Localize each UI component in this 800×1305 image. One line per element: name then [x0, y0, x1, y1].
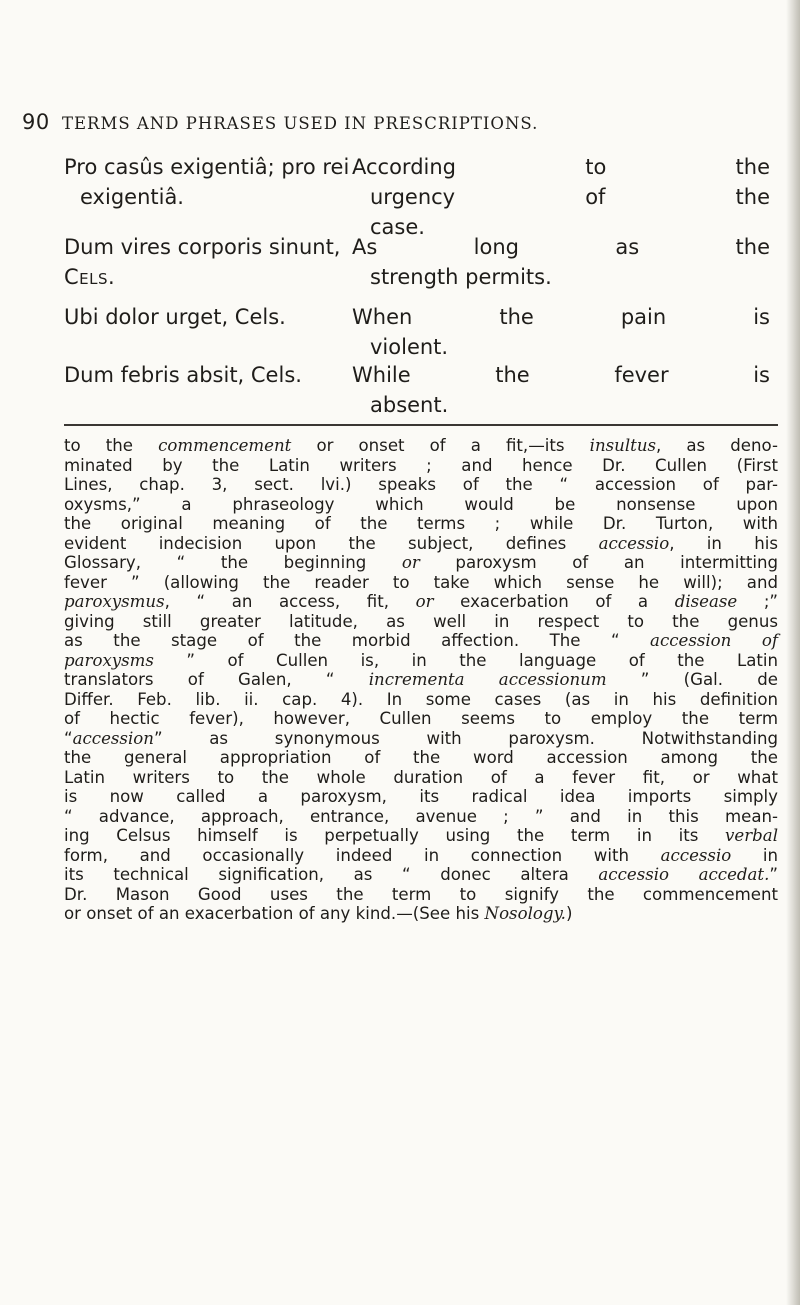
footnote-line: Glossary, “ the beginning or paroxysm of an intermitting [64, 553, 778, 572]
footnote-line: giving still greater latitude, as well in respect to the genus [64, 611, 778, 631]
footnote-line: Differ. Feb. lib. ii. cap. 4). In some cases (as in his definition [64, 689, 778, 709]
english-translation [352, 360, 770, 420]
footnote-line: evident indecision upon the subject, defines accessio, in his [64, 533, 778, 553]
footnote-line: as the stage of the morbid affection. The “ accession of [64, 631, 778, 650]
footnote-line: is now called a paroxysm, its radical idea imports simply [64, 787, 778, 806]
english-translation [352, 302, 770, 362]
footnote-line: paroxysmus, “ an access, fit, or exacerbation of a disease ;” [64, 592, 779, 611]
translation-line: When the pain is [352, 305, 770, 329]
page-edge-shadow [786, 0, 800, 1305]
latin-line: Dum febris absit, Cels. [64, 363, 302, 387]
page-number: 90 [22, 110, 50, 134]
latin-line: Ubi dolor urget, Cels. [64, 305, 286, 329]
footnote-line: Lines, chap. 3, sect. lvi.) speaks of the “ accession of par- [64, 475, 778, 494]
footnote-line: oxysms,” a phraseology which would be nonsense upon [64, 494, 778, 514]
translation-line: urgency of the [370, 185, 770, 209]
latin-line: Cels. [64, 265, 116, 289]
section-divider [64, 424, 778, 426]
translation-line: According to the [352, 155, 770, 179]
translation-line: As long as the [352, 235, 770, 259]
running-title: TERMS AND PHRASES USED IN PRESCRIPTIONS. [61, 114, 539, 133]
translation-line: case. [370, 215, 425, 239]
footnote-line: minated by the Latin writers ; and hence Dr. Cullen (First [64, 455, 778, 475]
latin-line: Dum vires corporis sinunt, [64, 235, 341, 259]
footnote-line: the general appropriation of the word accession among the [64, 748, 778, 767]
footnote-line: to the commencement or onset of a fit,—its insultus, as deno- [64, 436, 778, 455]
footnote-line: “ advance, approach, entrance, avenue ; ” and in this mean- [64, 806, 778, 826]
footnote-line: “accession” as synonymous with paroxysm. Notwithstanding [64, 728, 778, 748]
translation-line: violent. [370, 335, 449, 359]
latin-line: exigentiâ. [80, 185, 184, 209]
translation-line: While the fever is [352, 363, 770, 387]
running-head [22, 110, 762, 134]
footnote-line: form, and occasionally indeed in connection with accessio in [64, 845, 778, 865]
footnote-line: paroxysms ” of Cullen is, in the language of the Latin [64, 650, 778, 670]
latin-line: Pro casûs exigentiâ; pro rei [64, 155, 350, 179]
footnote-line: of hectic fever), however, Cullen seems to employ the term [64, 709, 778, 728]
footnote-line: its technical signification, as “ donec altera accessio accedat.” [64, 865, 778, 884]
english-translation [352, 232, 770, 292]
translation-line: strength permits. [370, 265, 552, 289]
footnote-line: Dr. Mason Good uses the term to signify the commencement [64, 884, 778, 904]
footnote-line: Latin writers to the whole duration of a fever fit, or what [64, 767, 778, 787]
footnote-text [64, 436, 778, 924]
footnote-line: the original meaning of the terms ; while Dr. Turton, with [64, 514, 778, 533]
footnote-line: ing Celsus himself is perpetually using the term in its verbal [64, 826, 778, 845]
translation-line: absent. [370, 393, 449, 417]
footnote-line: fever ” (allowing the reader to take which sense he will); and [64, 572, 778, 592]
footnote-line: translators of Galen, “ incrementa accessionum ” (Gal. de [64, 670, 778, 689]
footnote-line: or onset of an exacerbation of any kind.—(See his Nosology.) [64, 904, 573, 923]
english-translation [352, 152, 770, 242]
